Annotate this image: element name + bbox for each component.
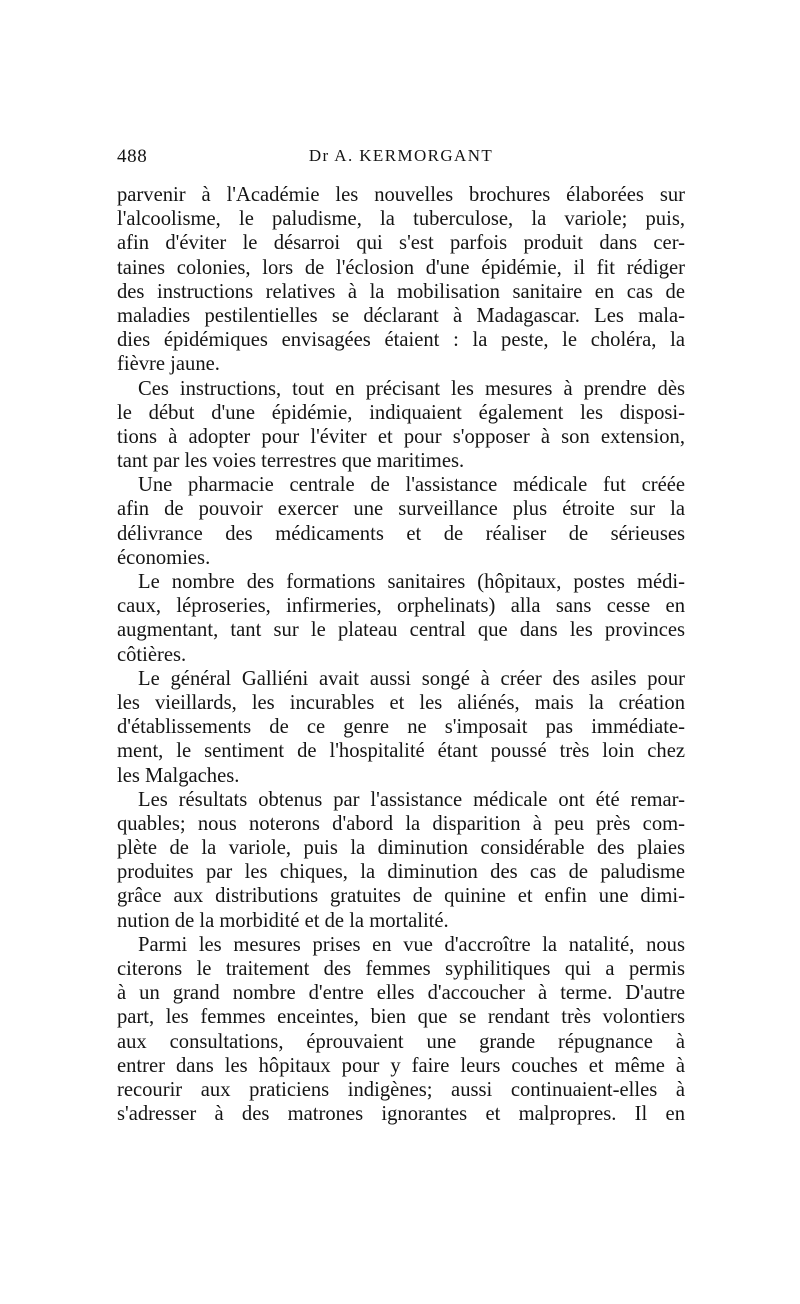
text-line: fièvre jaune. (117, 353, 220, 376)
text-line: à un grand nombre d'entre elles d'accoucher à terme. D'autre (117, 982, 685, 1005)
paragraph (117, 667, 685, 788)
text-line: afin d'éviter le désarroi qui s'est parfois produit dans cer- (117, 232, 685, 255)
paragraph (117, 570, 685, 667)
page-number: 488 (117, 146, 148, 167)
paragraph (117, 473, 685, 570)
text-line: nution de la morbidité et de la mortalité. (117, 909, 449, 932)
body-text (117, 183, 685, 1126)
text-line: Une pharmacie centrale de l'assistance médicale fut créée (138, 474, 685, 497)
text-line: produites par les chiques, la diminution des cas de paludisme (117, 861, 685, 884)
text-line: s'adresser à des matrones ignorantes et malpropres. Il en (117, 1103, 685, 1126)
text-line: l'alcoolisme, le paludisme, la tuberculose, la variole; puis, (117, 208, 685, 231)
text-line: recourir aux praticiens indigènes; aussi continuaient-elles à (117, 1078, 685, 1101)
text-line: grâce aux distributions gratuites de quinine et enfin une dimi- (117, 885, 685, 908)
text-line: Le nombre des formations sanitaires (hôpitaux, postes médi- (138, 571, 685, 593)
paragraph (117, 788, 685, 933)
text-line: côtières. (117, 643, 187, 666)
text-line: Le général Galliéni avait aussi songé à créer des asiles pour (138, 667, 685, 690)
text-line: d'établissements de ce genre ne s'imposait pas immédiate- (117, 716, 685, 739)
paragraph (117, 183, 685, 377)
text-line: plète de la variole, puis la diminution considérable des plaies (117, 837, 685, 860)
text-line: entrer dans les hôpitaux pour y faire leurs couches et même à (117, 1054, 685, 1077)
text-line: caux, léproseries, infirmeries, orphelinats) alla sans cesse en (117, 595, 685, 618)
text-line: quables; nous noterons d'abord la disparition à peu près com- (117, 812, 685, 835)
text-line: Ces instructions, tout en précisant les mesures à prendre dès (138, 377, 685, 400)
running-head (117, 140, 685, 174)
text-line: tions à adopter pour l'éviter et pour s'opposer à son extension, (117, 425, 685, 448)
running-title: Dr A. KERMORGANT (308, 146, 494, 165)
text-line: maladies pestilentielles se déclarant à Madagascar. Les mala- (117, 304, 685, 327)
text-line: Parmi les mesures prises en vue d'accroître la natalité, nous (138, 933, 685, 956)
text-line: ment, le sentiment de l'hospitalité étant poussé très loin chez (117, 740, 685, 763)
text-line: part, les femmes enceintes, bien que se rendant très volontiers (117, 1006, 685, 1029)
text-line: dies épidémiques envisagées étaient : la peste, le choléra, la (117, 329, 685, 352)
text-line: Les résultats obtenus par l'assistance médicale ont été remar- (138, 788, 685, 811)
text-line: les Malgaches. (117, 764, 240, 787)
text-line: le début d'une épidémie, indiquaient également les disposi- (117, 401, 685, 424)
text-line: économies. (117, 546, 211, 569)
text-line: les vieillards, les incurables et les aliénés, mais la création (117, 691, 685, 714)
text-line: délivrance des médicaments et de réaliser de sérieuses (117, 522, 685, 545)
text-line: aux consultations, éprouvaient une grande répugnance à (117, 1030, 685, 1053)
text-line: citerons le traitement des femmes syphilitiques qui a permis (117, 958, 685, 980)
text-line: afin de pouvoir exercer une surveillance plus étroite sur la (117, 498, 685, 521)
paragraph (117, 933, 685, 1127)
text-line: taines colonies, lors de l'éclosion d'une épidémie, il fit rédiger (117, 256, 685, 279)
text-line: tant par les voies terrestres que maritimes. (117, 450, 465, 473)
text-line: parvenir à l'Académie les nouvelles brochures élaborées sur (117, 184, 685, 206)
paragraph (117, 377, 685, 474)
text-line: des instructions relatives à la mobilisation sanitaire en cas de (117, 280, 685, 303)
text-line: augmentant, tant sur le plateau central que dans les provinces (117, 619, 685, 642)
